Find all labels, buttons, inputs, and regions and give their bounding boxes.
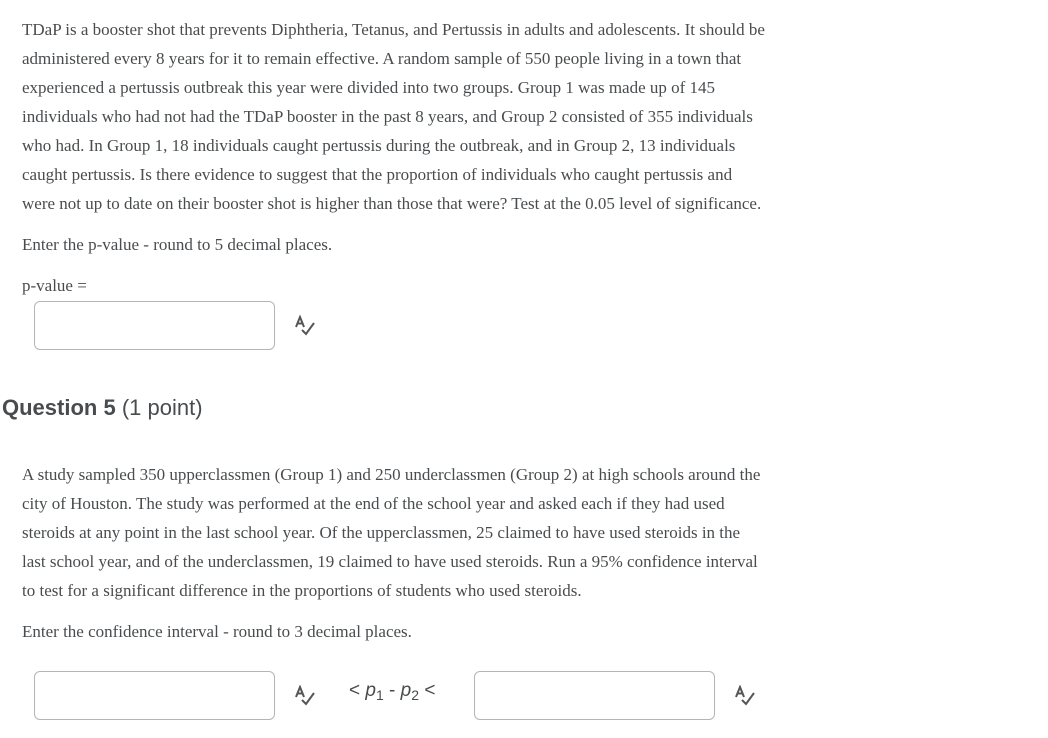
question-number: Question 5 bbox=[2, 395, 116, 420]
q5-line: last school year, and of the underclassmen, 19 claimed to have used steroids. Run a 95% confidence interval bbox=[22, 552, 758, 571]
spellcheck-icon[interactable] bbox=[733, 685, 759, 707]
p-value-input[interactable] bbox=[34, 301, 275, 350]
q4-instruction: Enter the p-value - round to 5 decimal places. bbox=[22, 235, 333, 254]
ci-lower-input[interactable] bbox=[34, 671, 275, 720]
q5-line: A study sampled 350 upperclassmen (Group 1) and 250 underclassmen (Group 2) at high schools around the bbox=[22, 465, 761, 484]
spellcheck-icon[interactable] bbox=[293, 315, 319, 337]
question-points: (1 point) bbox=[121, 395, 203, 420]
p-value-label: p-value = bbox=[22, 276, 87, 295]
q5-line: steroids at any point in the last school year. Of the upperclassmen, 25 claimed to have used steroids in the bbox=[22, 523, 741, 542]
q4-line: experienced a pertussis outbreak this year were divided into two groups. Group 1 was made up of 145 bbox=[22, 78, 716, 97]
ci-upper-input[interactable] bbox=[474, 671, 715, 720]
q4-line: TDaP is a booster shot that prevents Diphtheria, Tetanus, and Pertussis in adults and adolescents. It should be bbox=[22, 20, 765, 39]
q5-line: city of Houston. The study was performed at the end of the school year and asked each if they had used bbox=[22, 494, 725, 513]
spellcheck-icon[interactable] bbox=[293, 685, 319, 707]
q4-line: individuals who had not had the TDaP booster in the past 8 years, and Group 2 consisted of 355 individuals bbox=[22, 107, 753, 126]
q4-line: were not up to date on their booster shot is higher than those that were? Test at the 0.05 level of significance. bbox=[22, 194, 762, 213]
ci-inequality: < $p_1 - p_2$ < bbox=[349, 680, 436, 703]
q4-line: caught pertussis. Is there evidence to suggest that the proportion of individuals who caught pertussis and bbox=[22, 165, 733, 184]
question-5-title bbox=[2, 395, 203, 421]
q4-line: who had. In Group 1, 18 individuals caught pertussis during the outbreak, and in Group 2, 13 individuals bbox=[22, 136, 736, 155]
q5-instruction: Enter the confidence interval - round to 3 decimal places. bbox=[22, 622, 412, 641]
q5-line: to test for a significant difference in the proportions of students who used steroids. bbox=[22, 581, 582, 600]
q4-line: administered every 8 years for it to remain effective. A random sample of 550 people living in a town that bbox=[22, 49, 742, 68]
